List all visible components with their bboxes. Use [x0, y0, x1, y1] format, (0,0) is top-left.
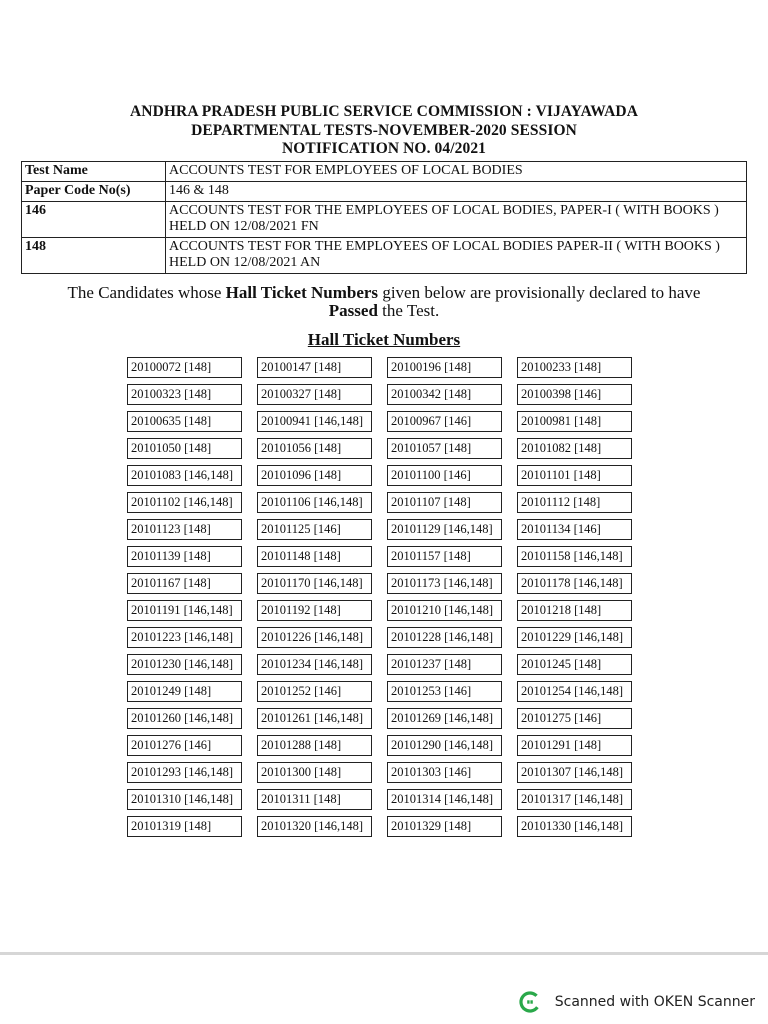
hall-ticket-cell: 20101129 [146,148]: [387, 519, 502, 540]
hall-ticket-cell: 20101319 [148]: [127, 816, 242, 837]
hall-ticket-cell: 20101303 [146]: [387, 762, 502, 783]
scanner-footer: [0, 955, 768, 1024]
hall-ticket-cell: 20101170 [146,148]: [257, 573, 372, 594]
info-row-paper-148: [22, 238, 747, 274]
hall-ticket-cell: 20101107 [148]: [387, 492, 502, 513]
hall-ticket-grid: [127, 357, 633, 837]
info-value: 146 & 148: [166, 182, 747, 202]
hall-ticket-cell: 20100967 [146]: [387, 411, 502, 432]
info-value: ACCOUNTS TEST FOR THE EMPLOYEES OF LOCAL BODIES PAPER-II ( WITH BOOKS ) HELD ON 12/08/2021 AN: [166, 238, 747, 274]
hall-ticket-cell: 20101288 [148]: [257, 735, 372, 756]
hall-ticket-cell: 20101173 [146,148]: [387, 573, 502, 594]
hall-ticket-cell: 20101310 [146,148]: [127, 789, 242, 810]
hall-ticket-cell: 20100072 [148]: [127, 357, 242, 378]
hall-ticket-cell: 20101050 [148]: [127, 438, 242, 459]
hall-ticket-cell: 20101320 [146,148]: [257, 816, 372, 837]
scanner-text: Scanned with OKEN Scanner: [554, 994, 755, 1010]
hall-ticket-cell: 20101276 [146]: [127, 735, 242, 756]
hall-ticket-cell: 20101157 [148]: [387, 546, 502, 567]
hall-ticket-cell: 20100981 [148]: [517, 411, 632, 432]
hall-ticket-cell: 20101269 [146,148]: [387, 708, 502, 729]
hall-ticket-cell: 20101178 [146,148]: [517, 573, 632, 594]
info-value: ACCOUNTS TEST FOR THE EMPLOYEES OF LOCAL BODIES, PAPER-I ( WITH BOOKS ) HELD ON 12/08/2021 FN: [166, 202, 747, 238]
hall-ticket-cell: 20101112 [148]: [517, 492, 632, 513]
intro-bold-text: Hall Ticket Numbers: [225, 283, 379, 302]
hall-ticket-cell: 20100635 [148]: [127, 411, 242, 432]
hall-ticket-cell: 20101237 [148]: [387, 654, 502, 675]
oken-scanner-logo-icon: [519, 991, 541, 1013]
intro-line-2: [0, 302, 768, 320]
hall-ticket-cell: 20101125 [146]: [257, 519, 372, 540]
hall-ticket-cell: 20101158 [146,148]: [517, 546, 632, 567]
hall-ticket-cell: 20101192 [148]: [257, 600, 372, 621]
intro-bold-text: Passed: [328, 301, 378, 320]
header-line-3: NOTIFICATION NO. 04/2021: [281, 140, 487, 157]
intro-paragraph: [0, 284, 768, 320]
hall-ticket-cell: 20101191 [146,148]: [127, 600, 242, 621]
info-key: Paper Code No(s): [22, 182, 166, 202]
hall-ticket-cell: 20101057 [148]: [387, 438, 502, 459]
hall-ticket-cell: 20101228 [146,148]: [387, 627, 502, 648]
info-key: 146: [22, 202, 166, 238]
intro-line-1: [0, 284, 768, 302]
hall-ticket-cell: 20101139 [148]: [127, 546, 242, 567]
info-row-paper-code: [22, 182, 747, 202]
hall-ticket-title: Hall Ticket Numbers: [307, 330, 461, 349]
hall-ticket-cell: 20101300 [148]: [257, 762, 372, 783]
hall-ticket-cell: 20100941 [146,148]: [257, 411, 372, 432]
hall-ticket-cell: 20101254 [146,148]: [517, 681, 632, 702]
hall-ticket-cell: 20101083 [146,148]: [127, 465, 242, 486]
hall-ticket-cell: 20101218 [148]: [517, 600, 632, 621]
hall-ticket-cell: 20101096 [148]: [257, 465, 372, 486]
scanner-watermark: [519, 991, 755, 1013]
hall-ticket-cell: 20101253 [146]: [387, 681, 502, 702]
info-value: ACCOUNTS TEST FOR EMPLOYEES OF LOCAL BODIES: [166, 162, 747, 182]
hall-ticket-cell: 20101293 [146,148]: [127, 762, 242, 783]
hall-ticket-cell: 20101167 [148]: [127, 573, 242, 594]
hall-ticket-cell: 20101261 [146,148]: [257, 708, 372, 729]
hall-ticket-cell: 20101317 [146,148]: [517, 789, 632, 810]
hall-ticket-cell: 20100342 [148]: [387, 384, 502, 405]
hall-ticket-cell: 20101307 [146,148]: [517, 762, 632, 783]
hall-ticket-cell: 20101290 [146,148]: [387, 735, 502, 756]
hall-ticket-cell: 20101223 [146,148]: [127, 627, 242, 648]
info-row-test-name: [22, 162, 747, 182]
hall-ticket-cell: 20101148 [148]: [257, 546, 372, 567]
hall-ticket-cell: 20101275 [146]: [517, 708, 632, 729]
hall-ticket-cell: 20101314 [146,148]: [387, 789, 502, 810]
hall-ticket-cell: 20101106 [146,148]: [257, 492, 372, 513]
hall-ticket-cell: 20101082 [148]: [517, 438, 632, 459]
hall-ticket-cell: 20100323 [148]: [127, 384, 242, 405]
hall-ticket-cell: 20100233 [148]: [517, 357, 632, 378]
hall-ticket-cell: 20101102 [146,148]: [127, 492, 242, 513]
hall-ticket-cell: 20101329 [148]: [387, 816, 502, 837]
header-line-1: ANDHRA PRADESH PUBLIC SERVICE COMMISSION : VIJAYAWADA: [129, 103, 638, 120]
hall-ticket-cell: 20101226 [146,148]: [257, 627, 372, 648]
intro-text: the Test.: [377, 301, 440, 320]
info-key: 148: [22, 238, 166, 274]
hall-ticket-cell: 20101311 [148]: [257, 789, 372, 810]
hall-ticket-cell: 20101260 [146,148]: [127, 708, 242, 729]
hall-ticket-cell: 20101245 [148]: [517, 654, 632, 675]
hall-ticket-cell: 20101101 [148]: [517, 465, 632, 486]
hall-ticket-cell: 20100196 [148]: [387, 357, 502, 378]
intro-text: The Candidates whose: [67, 283, 226, 302]
hall-ticket-cell: 20101134 [146]: [517, 519, 632, 540]
hall-ticket-cell: 20101291 [148]: [517, 735, 632, 756]
hall-ticket-cell: 20101100 [146]: [387, 465, 502, 486]
hall-ticket-cell: 20101229 [146,148]: [517, 627, 632, 648]
hall-ticket-cell: 20101249 [148]: [127, 681, 242, 702]
info-row-paper-146: [22, 202, 747, 238]
hall-ticket-cell: 20100327 [148]: [257, 384, 372, 405]
document-header: [0, 103, 768, 159]
hall-ticket-cell: 20101210 [146,148]: [387, 600, 502, 621]
hall-ticket-cell: 20101230 [146,148]: [127, 654, 242, 675]
hall-ticket-cell: 20100398 [146]: [517, 384, 632, 405]
intro-text: given below are provisionally declared to have: [378, 283, 701, 302]
hall-ticket-cell: 20101252 [146]: [257, 681, 372, 702]
info-key: Test Name: [22, 162, 166, 182]
hall-ticket-cell: 20101056 [148]: [257, 438, 372, 459]
hall-ticket-cell: 20101330 [146,148]: [517, 816, 632, 837]
header-line-2: DEPARTMENTAL TESTS-NOVEMBER-2020 SESSION: [191, 121, 577, 139]
test-info-table: [21, 161, 747, 274]
hall-ticket-cell: 20100147 [148]: [257, 357, 372, 378]
hall-ticket-cell: 20101234 [146,148]: [257, 654, 372, 675]
hall-ticket-cell: 20101123 [148]: [127, 519, 242, 540]
